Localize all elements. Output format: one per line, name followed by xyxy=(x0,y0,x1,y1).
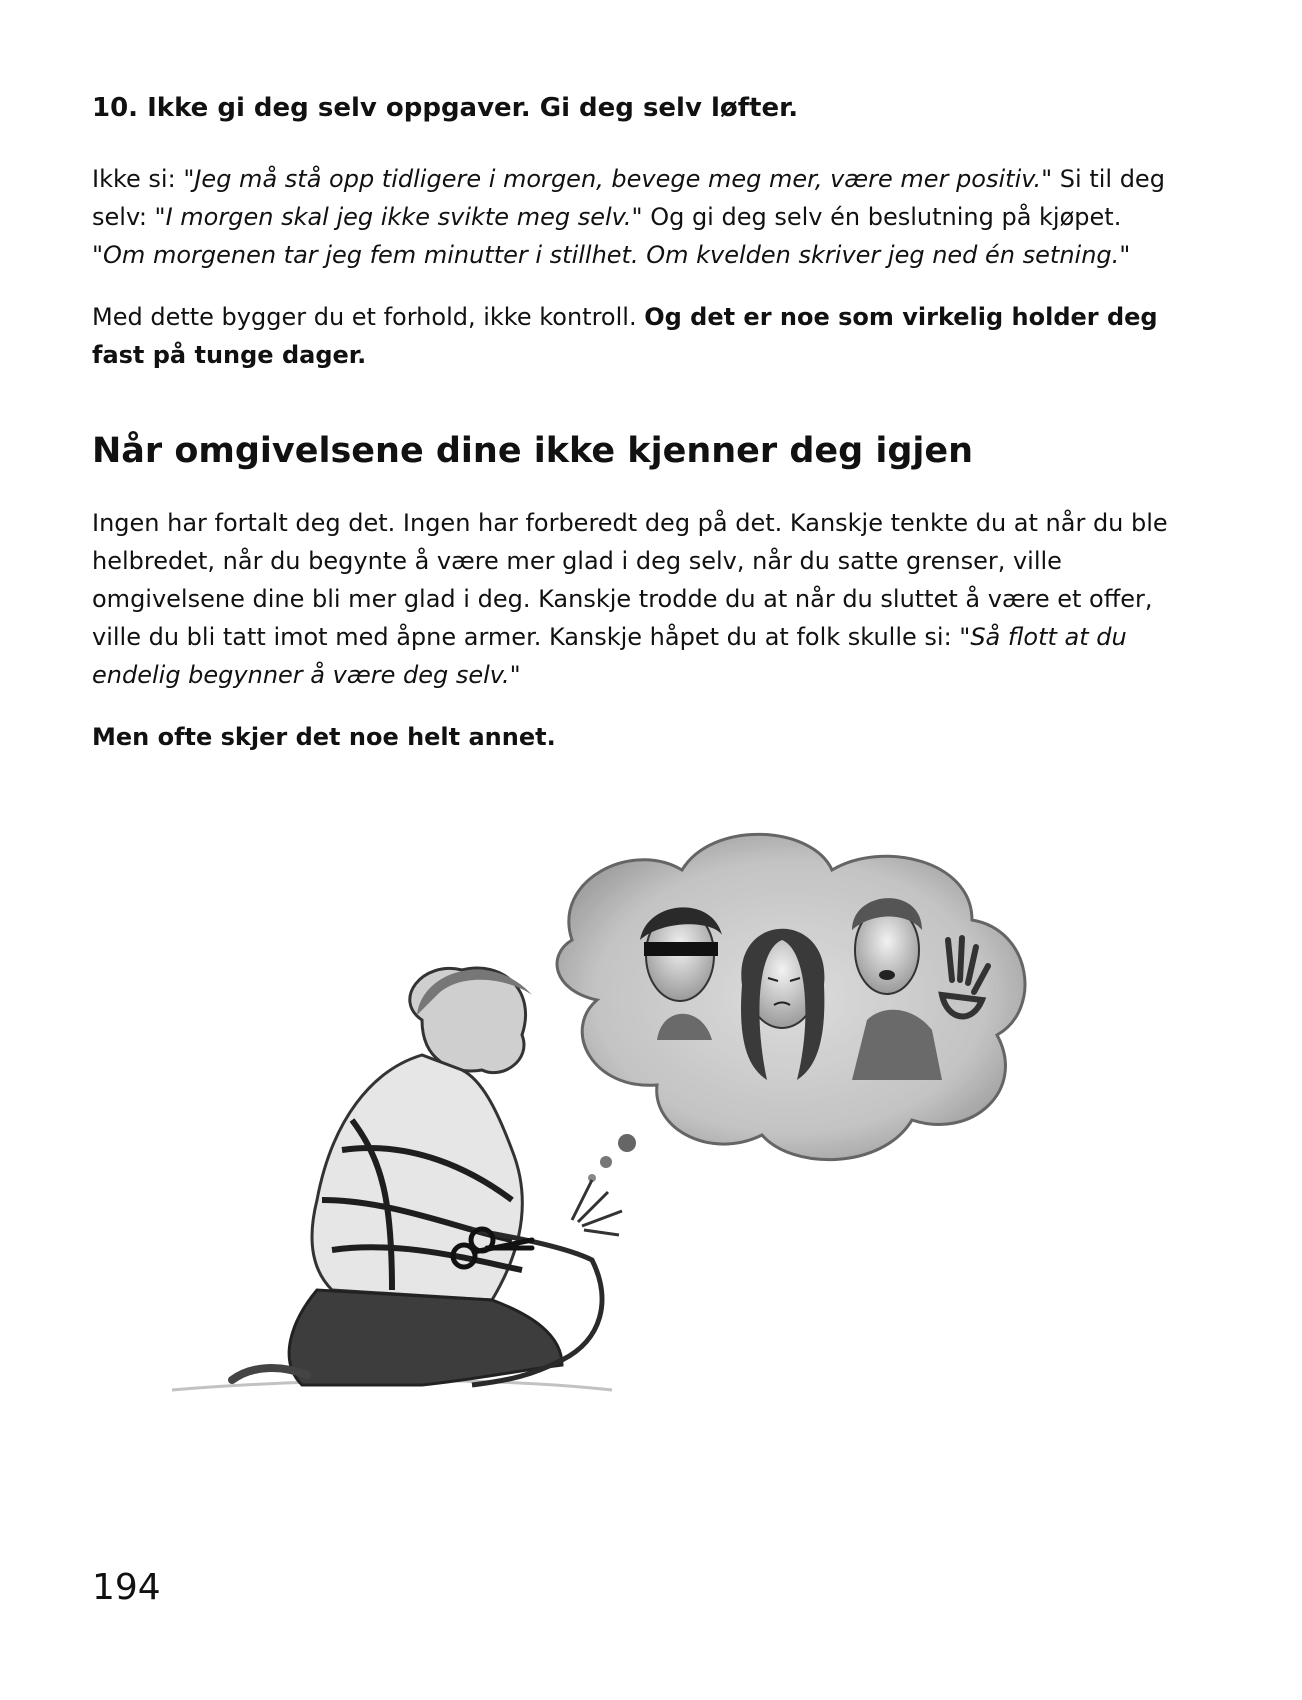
text: Med dette bygger du et forhold, ikke kontroll. xyxy=(92,303,645,331)
kneeling-person-icon xyxy=(172,968,622,1390)
bold-text: Og det er noe som virkelig holder deg fast på tunge dager. xyxy=(92,303,1158,369)
text: Si til deg selv: xyxy=(92,165,1165,231)
text: Og gi deg selv én beslutning på kjøpet. xyxy=(642,203,1122,231)
text: Ikke si: xyxy=(92,165,184,193)
chapter-heading: Når omgivelsene dine ikke kjenner deg igjen xyxy=(92,431,974,471)
paragraph-relationship xyxy=(92,298,1182,374)
bold-text: Men ofte skjer det noe helt annet. xyxy=(92,723,556,751)
page-number: 194 xyxy=(92,1567,161,1608)
quote: "I morgen skal jeg ikke svikte meg selv." xyxy=(154,203,643,231)
section-heading: 10. Ikke gi deg selv oppgaver. Gi deg selv løfter. xyxy=(92,93,799,123)
quote: "Så flott at du endelig begynner å være deg selv." xyxy=(92,623,1127,689)
text: Ingen har fortalt deg det. Ingen har forberedt deg på det. Kanskje tenkte du at når du ble helbredet, når du begynte å være mer glad i deg selv, når du satte grenser, ville omgivelsene dine bli mer glad i deg. Kanskje trodde du at når du sluttet å være et offer, ville du bli tatt imot med åpne armer. Kanskje håpet du at folk skulle si: xyxy=(92,509,1168,651)
paragraph-surroundings xyxy=(92,504,1182,694)
page-content xyxy=(92,90,1182,780)
ink-illustration xyxy=(92,820,1102,1500)
quote: "Om morgenen tar jeg fem minutter i stillhet. Om kvelden skriver jeg ned én setning." xyxy=(92,241,1131,269)
paragraph-promises xyxy=(92,160,1182,274)
quote: "Jeg må stå opp tidligere i morgen, bevege meg mer, være mer positiv." xyxy=(183,165,1053,193)
paragraph-conclusion xyxy=(92,718,1182,756)
